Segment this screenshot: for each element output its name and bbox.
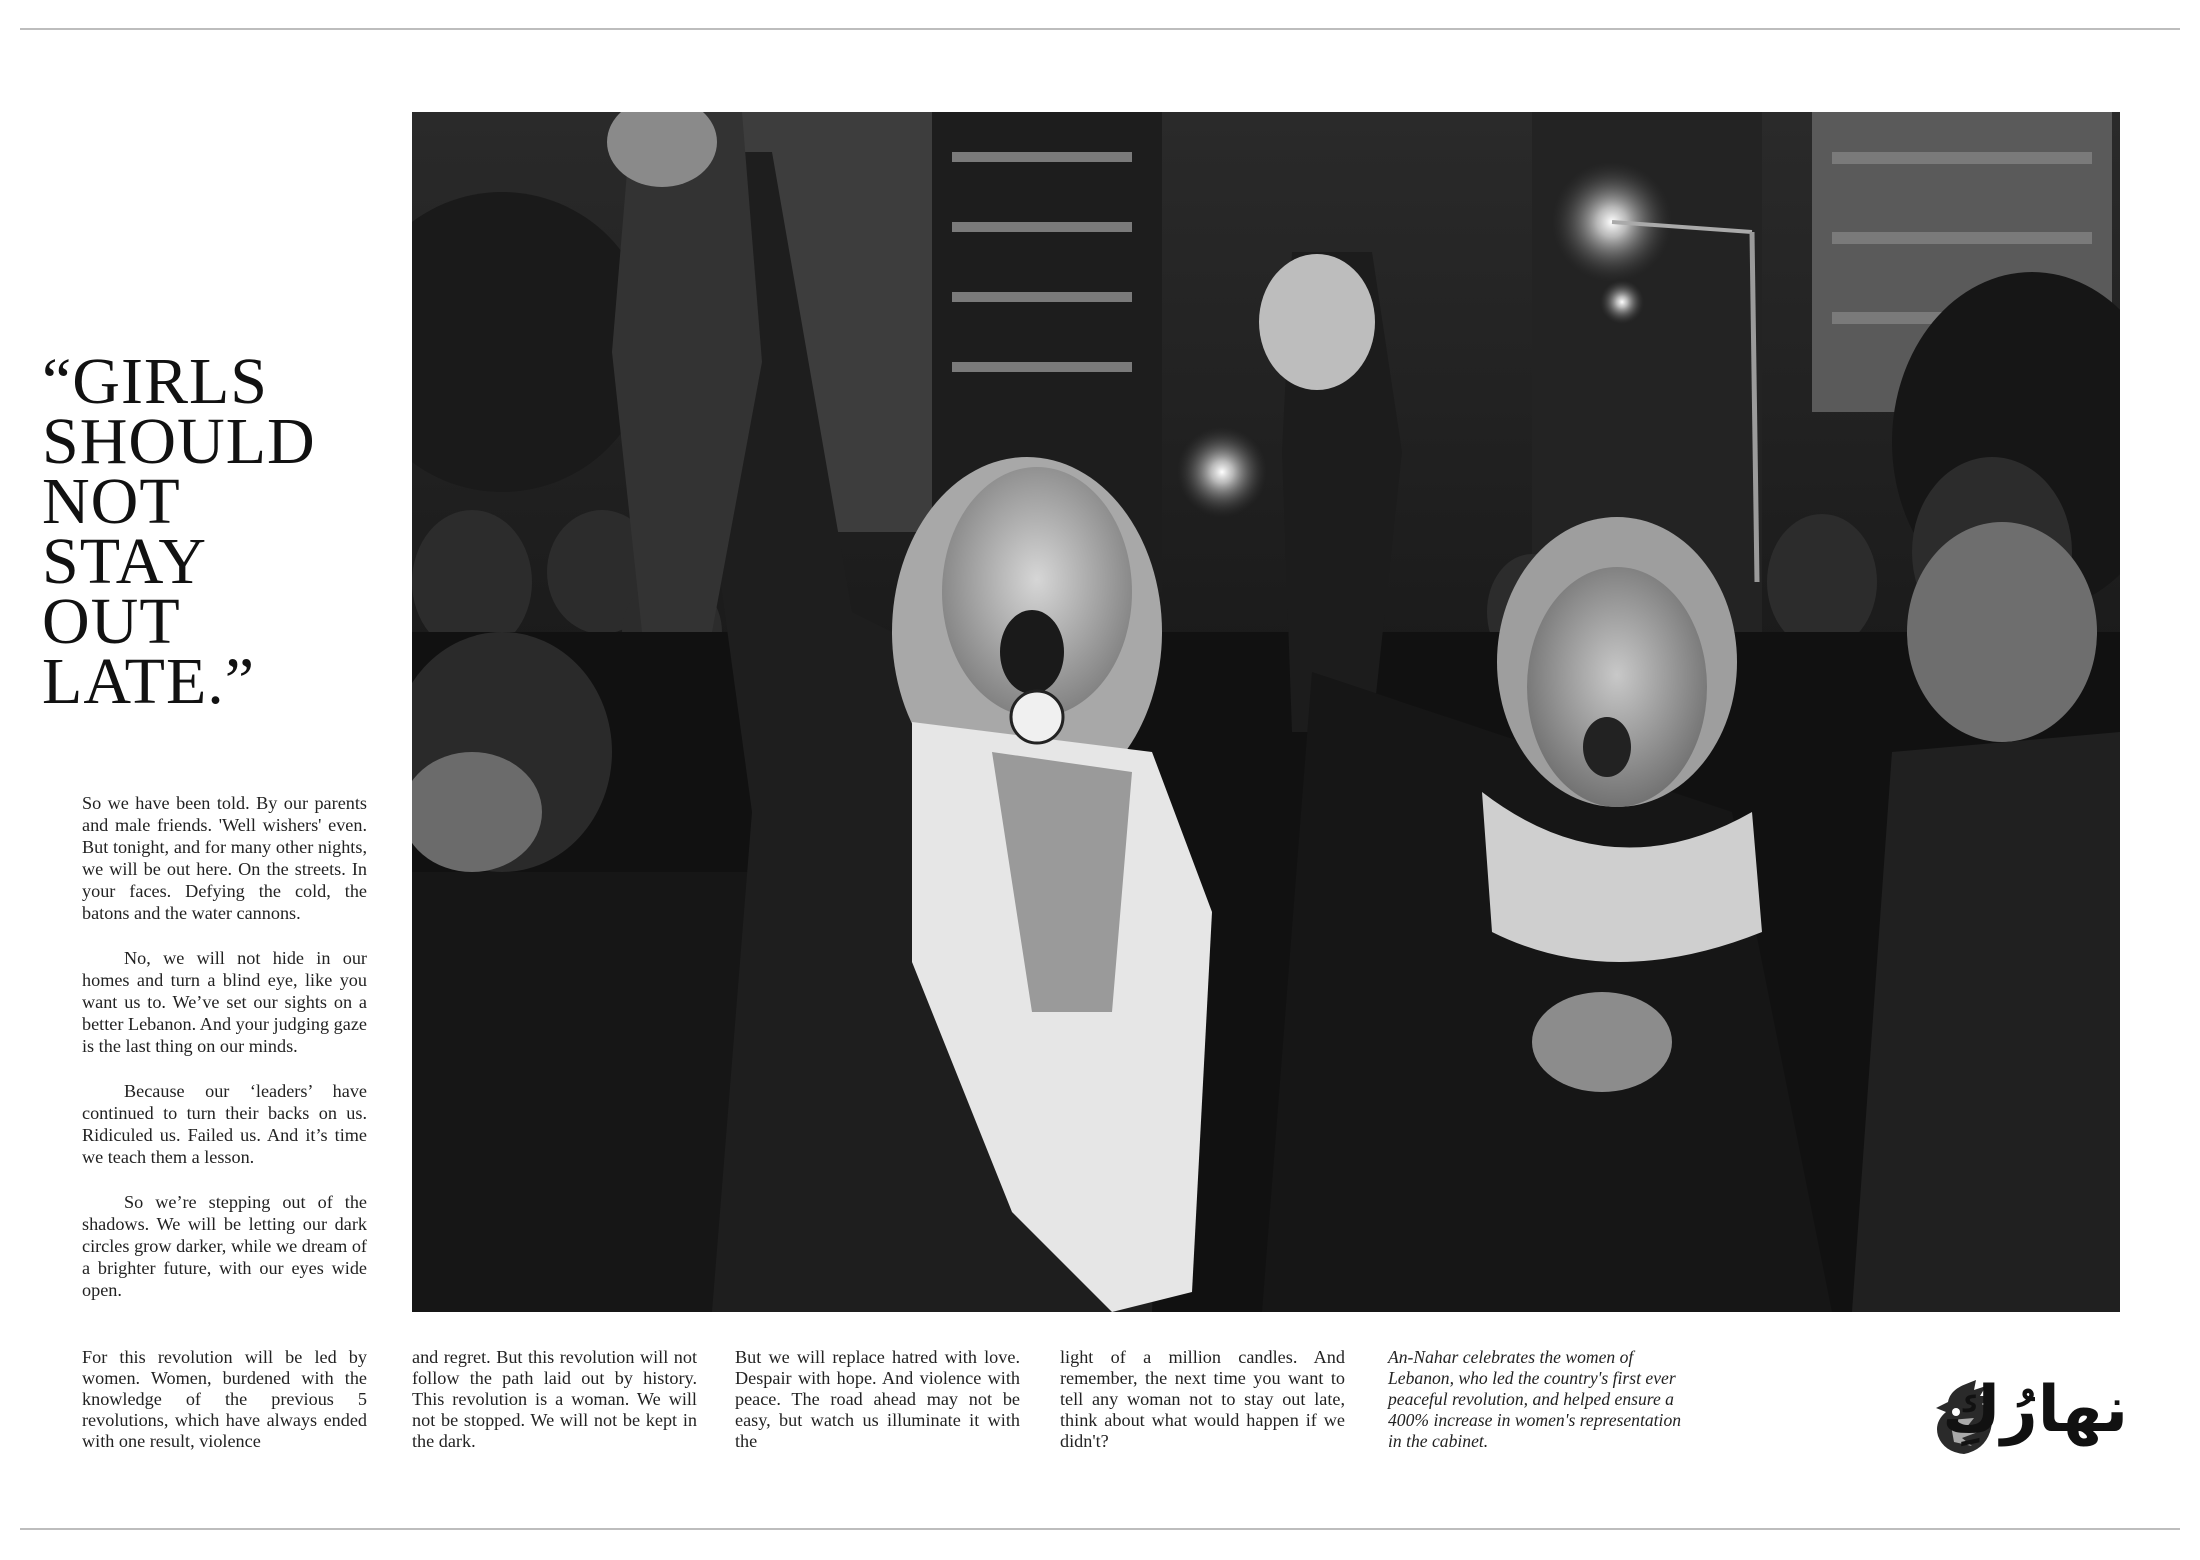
intro-paragraph-1: So we have been told. By our parents and male friends. 'Well wishers' even. But tonight, and for many other nights, we will be out here. On the streets. In your faces. Defying the cold, the batons and the water cannons. bbox=[82, 793, 367, 923]
body-column-text: But we will replace hatred with love. Despair with hope. And violence with peace. The road ahead may not be easy, but watch us illuminate it with the bbox=[735, 1347, 1020, 1451]
intro-paragraph-3: Because our ‘leaders’ have continued to turn their backs on us. Ridiculed us. Failed us. And it’s time we teach them a lesson. bbox=[82, 1081, 367, 1167]
headline-line-3: NOT bbox=[42, 465, 181, 538]
headline-line-1 bbox=[42, 345, 402, 418]
body-column-3 bbox=[735, 1347, 1020, 1452]
tagline-text: An-Nahar celebrates the women of Lebanon, who led the country's first ever peaceful revolution, and helped ensure a 400% increase in women's representation in the cabinet. bbox=[1388, 1347, 1682, 1451]
body-column-text: and regret. But this revolution will not follow the path laid out by history. This revolution is a woman. We will not be stopped. We will not be kept in the dark. bbox=[412, 1347, 697, 1451]
intro-paragraph-2: No, we will not hide in our homes and turn a blind eye, like you want us to. We’ve set our sights on a better Lebanon. And your judging gaze is the last thing on our minds. bbox=[82, 948, 367, 1056]
headline-line-5: OUT bbox=[42, 585, 181, 658]
body-column-1 bbox=[82, 1347, 367, 1452]
an-nahar-logo bbox=[1808, 1372, 2128, 1462]
intro-paragraph-4: So we’re stepping out of the shadows. We will be letting our dark circles grow darker, while we dream of a brighter future, with our eyes wide open. bbox=[82, 1192, 367, 1300]
headline-line-4: STAY bbox=[42, 525, 208, 598]
protest-photo-illustration bbox=[412, 112, 2120, 1312]
headline-line-2: SHOULD bbox=[42, 405, 316, 478]
body-column-text: light of a million candles. And remember, the next time you want to tell any woman not to stay out late, think about what would happen if we didn't? bbox=[1060, 1347, 1345, 1451]
protest-photo bbox=[412, 112, 2120, 1312]
intro-copy bbox=[82, 792, 367, 1324]
tagline bbox=[1388, 1347, 1688, 1452]
body-column-text: For this revolution will be led by women. Women, burdened with the knowledge of the previous 5 revolutions, which have always ended with one result, violence bbox=[82, 1347, 367, 1451]
bottom-rule bbox=[20, 1528, 2180, 1530]
headline-word: GIRLS bbox=[72, 345, 268, 418]
headline-line-6: LATE.” bbox=[42, 645, 256, 718]
body-column-2 bbox=[412, 1347, 697, 1452]
headline bbox=[42, 345, 402, 718]
body-column-4 bbox=[1060, 1347, 1345, 1452]
headline-open-quote: “ bbox=[42, 345, 73, 418]
top-rule bbox=[20, 28, 2180, 30]
logo-wordmark: نهارُكِ bbox=[1942, 1373, 2128, 1447]
